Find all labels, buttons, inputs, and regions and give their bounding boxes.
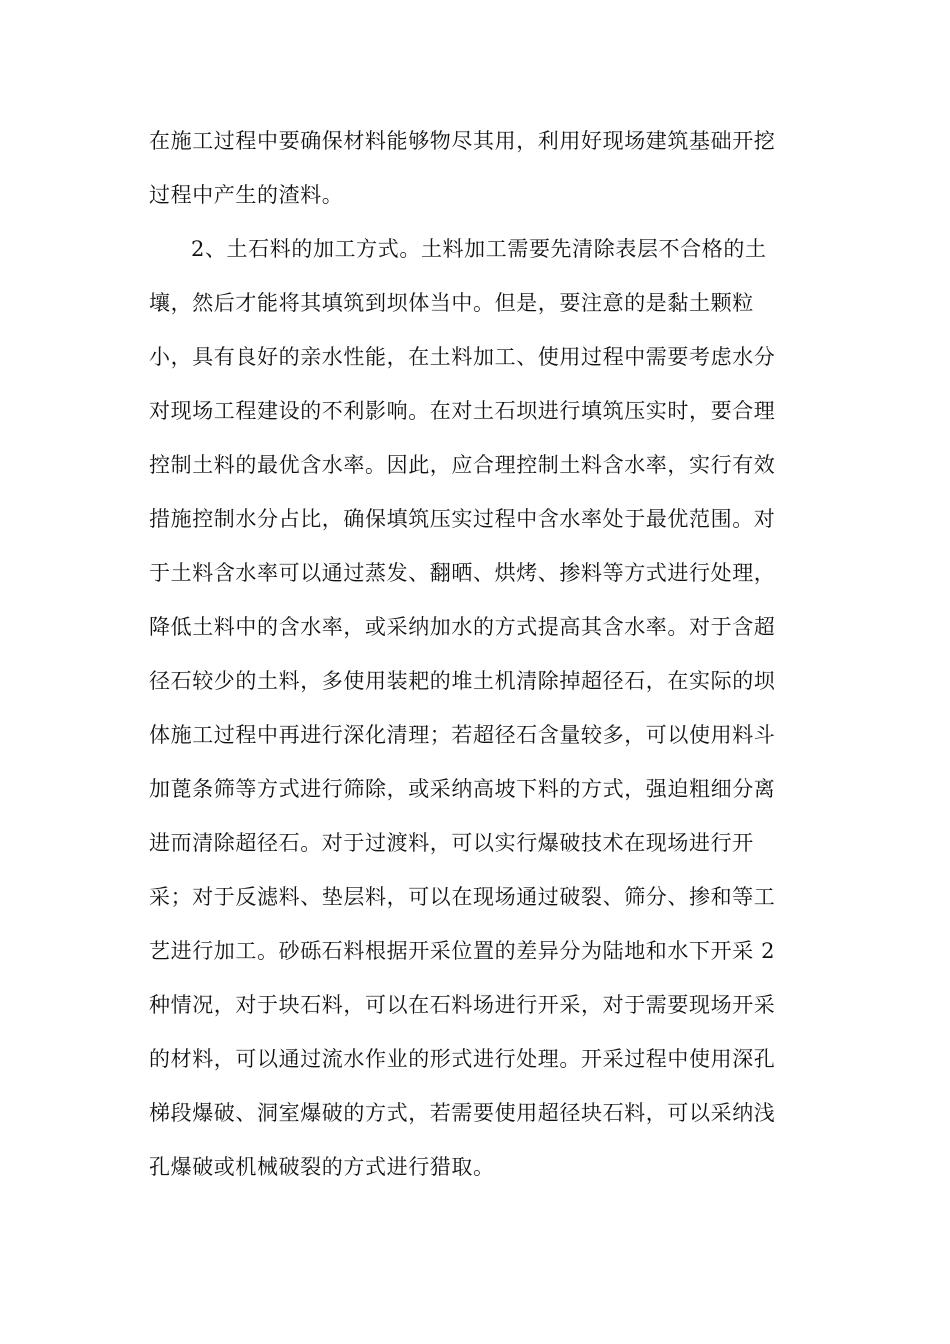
- text-line: 的材料，可以通过流水作业的形式进行处理。开采过程中使用深孔: [149, 1047, 776, 1071]
- text-line: 采；对于反滤料、垫层料，可以在现场通过破裂、筛分、掺和等工: [149, 885, 776, 909]
- text-line: 径石较少的土料，多使用装耙的堆土机清除掉超径石，在实际的坝: [149, 669, 776, 693]
- body-text: [149, 114, 799, 1194]
- text-line: 控制土料的最优含水率。因此，应合理控制土料含水率，实行有效: [149, 453, 776, 477]
- text-line: 壤，然后才能将其填筑到坝体当中。但是，要注意的是黏土颗粒: [149, 291, 754, 315]
- text-line: 种情况，对于块石料，可以在石料场进行开采，对于需要现场开采: [149, 993, 776, 1017]
- text-line: 对现场工程建设的不利影响。在对土石坝进行填筑压实时，要合理: [149, 399, 776, 423]
- text-line: 小，具有良好的亲水性能，在土料加工、使用过程中需要考虑水分: [149, 345, 776, 369]
- text-line: 措施控制水分占比，确保填筑压实过程中含水率处于最优范围。对: [149, 507, 776, 531]
- text-line: 孔爆破或机械破裂的方式进行猎取。: [149, 1155, 495, 1179]
- text-line: 进而清除超径石。对于过渡料，可以实行爆破技术在现场进行开: [149, 831, 754, 855]
- text-line: 降低土料中的含水率，或采纳加水的方式提高其含水率。对于含超: [149, 615, 776, 639]
- text-line: 体施工过程中再进行深化清理；若超径石含量较多，可以使用料斗: [149, 723, 776, 747]
- text-line: 梯段爆破、洞室爆破的方式，若需要使用超径块石料，可以采纳浅: [149, 1101, 776, 1125]
- text-line: 过程中产生的渣料。: [149, 183, 344, 207]
- text-line: 在施工过程中要确保材料能够物尽其用，利用好现场建筑基础开挖: [149, 129, 776, 153]
- text-line: 加蓖条筛等方式进行筛除，或采纳高坡下料的方式，强迫粗细分离: [149, 777, 776, 801]
- text-line: 艺进行加工。砂砾石料根据开采位置的差异分为陆地和水下开采 2: [149, 939, 776, 963]
- paragraph-start-line: 2、土石料的加工方式。土料加工需要先清除表层不合格的土: [191, 237, 767, 261]
- text-line: 于土料含水率可以通过蒸发、翻晒、烘烤、掺料等方式进行处理，: [149, 561, 776, 585]
